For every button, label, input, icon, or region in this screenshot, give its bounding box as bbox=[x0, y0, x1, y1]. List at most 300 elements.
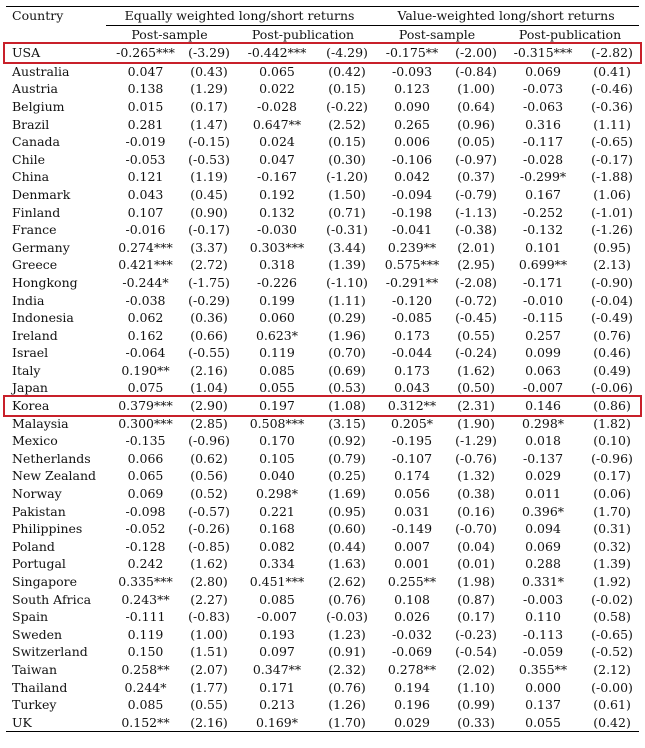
cell-tstat: (2.02) bbox=[457, 661, 495, 677]
cell-country: Japan bbox=[12, 380, 48, 396]
cell-tstat: (0.36) bbox=[190, 310, 228, 326]
cell-tstat: (1.26) bbox=[328, 697, 366, 713]
cell-tstat: (1.62) bbox=[457, 362, 495, 378]
cell-coefficient: 0.108 bbox=[394, 591, 430, 607]
cell-coefficient: 0.167 bbox=[525, 186, 561, 202]
cell-tstat: (2.95) bbox=[457, 257, 495, 273]
cell-coefficient: 0.031 bbox=[394, 503, 430, 519]
cell-coefficient: 0.334 bbox=[259, 556, 295, 572]
cell-coefficient: -0.098 bbox=[125, 503, 166, 519]
table-row bbox=[6, 256, 639, 274]
cell-coefficient: -0.010 bbox=[523, 292, 564, 308]
cell-tstat: (1.10) bbox=[457, 679, 495, 695]
cell-coefficient: 0.508*** bbox=[249, 415, 305, 431]
cell-tstat: (0.25) bbox=[328, 468, 366, 484]
table-row bbox=[6, 151, 639, 169]
cell-tstat: (0.66) bbox=[190, 327, 228, 343]
cell-tstat: (1.39) bbox=[593, 556, 631, 572]
table-row bbox=[6, 133, 639, 151]
cell-coefficient: 0.303*** bbox=[249, 239, 305, 255]
cell-tstat: (1.77) bbox=[190, 679, 228, 695]
cell-tstat: (1.11) bbox=[593, 116, 631, 132]
table-row bbox=[6, 344, 639, 362]
table-row bbox=[6, 520, 639, 538]
cell-country: Philippines bbox=[12, 521, 83, 537]
cell-tstat: (-2.82) bbox=[591, 45, 633, 61]
cell-tstat: (2.12) bbox=[593, 661, 631, 677]
cell-coefficient: 0.056 bbox=[394, 486, 430, 502]
table-row bbox=[6, 432, 639, 450]
cell-tstat: (3.37) bbox=[190, 239, 228, 255]
cell-coefficient: 0.043 bbox=[394, 380, 430, 396]
cell-coefficient: 0.132 bbox=[259, 204, 295, 220]
cell-coefficient: -0.085 bbox=[392, 310, 433, 326]
cell-coefficient: -0.299* bbox=[519, 169, 567, 185]
cell-tstat: (0.79) bbox=[328, 450, 366, 466]
cell-coefficient: 0.107 bbox=[127, 204, 164, 220]
cell-tstat: (0.76) bbox=[328, 591, 366, 607]
cell-tstat: (-1.75) bbox=[188, 274, 230, 290]
cell-tstat: (-0.65) bbox=[591, 626, 633, 642]
cell-tstat: (2.16) bbox=[190, 362, 228, 378]
cell-tstat: (0.52) bbox=[190, 486, 228, 502]
cell-coefficient: -0.016 bbox=[125, 222, 166, 238]
cell-coefficient: -0.019 bbox=[125, 134, 166, 150]
cell-tstat: (-2.08) bbox=[455, 274, 497, 290]
cell-coefficient: 0.011 bbox=[525, 486, 561, 502]
cell-tstat: (0.87) bbox=[457, 591, 495, 607]
cell-tstat: (0.95) bbox=[593, 239, 631, 255]
cell-country: Mexico bbox=[12, 433, 58, 449]
cell-tstat: (-0.24) bbox=[455, 345, 497, 361]
table-row bbox=[6, 503, 639, 521]
cell-country: Belgium bbox=[12, 98, 65, 114]
cell-coefficient: 0.196 bbox=[394, 697, 430, 713]
cell-tstat: (-0.53) bbox=[188, 151, 230, 167]
results-table bbox=[6, 6, 639, 732]
cell-tstat: (-0.06) bbox=[591, 380, 633, 396]
cell-coefficient: 0.192 bbox=[259, 186, 295, 202]
cell-tstat: (-0.55) bbox=[188, 345, 230, 361]
cell-tstat: (1.96) bbox=[328, 327, 366, 343]
table-row bbox=[6, 714, 639, 732]
cell-coefficient: -0.315*** bbox=[513, 45, 573, 61]
cell-coefficient: 0.121 bbox=[127, 169, 164, 185]
cell-tstat: (1.29) bbox=[190, 81, 228, 97]
cell-coefficient: 0.065 bbox=[127, 468, 164, 484]
cell-tstat: (1.92) bbox=[593, 574, 631, 589]
cell-tstat: (-0.70) bbox=[455, 521, 497, 537]
cell-country: Poland bbox=[12, 538, 55, 554]
cell-coefficient: 0.082 bbox=[259, 538, 295, 554]
cell-tstat: (0.05) bbox=[457, 134, 495, 150]
cell-tstat: (1.70) bbox=[593, 503, 631, 519]
cell-tstat: (1.32) bbox=[457, 468, 495, 484]
cell-tstat: (0.37) bbox=[457, 169, 495, 185]
cell-coefficient: 0.265 bbox=[394, 116, 430, 132]
cell-tstat: (-0.52) bbox=[591, 644, 633, 660]
header-country-blank bbox=[6, 25, 106, 44]
cell-coefficient: 0.239** bbox=[387, 239, 437, 255]
cell-tstat: (-0.31) bbox=[326, 222, 368, 238]
cell-tstat: (0.90) bbox=[190, 204, 228, 220]
cell-tstat: (2.32) bbox=[328, 661, 366, 677]
cell-coefficient: -0.120 bbox=[392, 292, 433, 308]
cell-tstat: (-0.04) bbox=[591, 292, 633, 308]
cell-tstat: (0.38) bbox=[457, 486, 495, 502]
header-value-weighted: Value-weighted long/short returns bbox=[373, 7, 639, 26]
cell-coefficient: 0.055 bbox=[525, 714, 561, 730]
cell-coefficient: 0.119 bbox=[259, 345, 295, 361]
cell-country: Finland bbox=[12, 204, 61, 220]
cell-coefficient: 0.298* bbox=[522, 415, 565, 431]
cell-country: UK bbox=[12, 714, 32, 730]
cell-coefficient: 0.190** bbox=[121, 362, 170, 378]
cell-tstat: (1.11) bbox=[328, 292, 366, 308]
cell-coefficient: -0.030 bbox=[256, 222, 297, 238]
cell-coefficient: 0.063 bbox=[525, 362, 561, 378]
cell-coefficient: 0.242 bbox=[127, 556, 164, 572]
cell-coefficient: -0.007 bbox=[256, 609, 297, 625]
cell-coefficient: 0.137 bbox=[525, 697, 561, 713]
table-row bbox=[6, 467, 639, 485]
cell-coefficient: 0.105 bbox=[259, 450, 295, 466]
cell-tstat: (1.82) bbox=[593, 415, 631, 431]
table-row bbox=[6, 116, 639, 134]
cell-coefficient: 0.162 bbox=[127, 327, 164, 343]
cell-coefficient: -0.291** bbox=[385, 274, 439, 290]
cell-tstat: (0.33) bbox=[457, 714, 495, 730]
cell-tstat: (-0.29) bbox=[188, 292, 230, 308]
table-row bbox=[6, 608, 639, 626]
cell-country: USA bbox=[12, 45, 41, 61]
table-row bbox=[6, 362, 639, 380]
cell-coefficient: 0.000 bbox=[525, 679, 561, 695]
cell-coefficient: 0.278** bbox=[387, 661, 437, 677]
table-row bbox=[6, 44, 639, 63]
cell-coefficient: 0.110 bbox=[525, 609, 561, 625]
cell-tstat: (0.16) bbox=[457, 503, 495, 519]
cell-coefficient: -0.044 bbox=[392, 345, 433, 361]
cell-coefficient: 0.174 bbox=[394, 468, 430, 484]
cell-tstat: (-0.84) bbox=[455, 63, 497, 79]
cell-tstat: (2.27) bbox=[190, 591, 228, 607]
cell-coefficient: 0.119 bbox=[127, 626, 164, 642]
cell-coefficient: 0.221 bbox=[259, 503, 295, 519]
cell-tstat: (-0.90) bbox=[591, 274, 633, 290]
cell-country: Korea bbox=[12, 398, 50, 414]
cell-coefficient: 0.018 bbox=[525, 433, 561, 449]
cell-coefficient: -0.094 bbox=[392, 186, 433, 202]
cell-country: New Zealand bbox=[12, 468, 97, 484]
cell-coefficient: -0.106 bbox=[392, 151, 433, 167]
cell-tstat: (-0.72) bbox=[455, 292, 497, 308]
cell-coefficient: 0.347** bbox=[252, 661, 302, 677]
cell-tstat: (1.06) bbox=[593, 186, 631, 202]
cell-tstat: (-0.85) bbox=[188, 538, 230, 554]
cell-coefficient: -0.115 bbox=[523, 310, 564, 326]
cell-coefficient: 0.257 bbox=[525, 327, 561, 343]
cell-country: Italy bbox=[12, 362, 41, 378]
cell-tstat: (0.55) bbox=[190, 697, 228, 713]
header-vw-post-publication: Post-publication bbox=[518, 26, 622, 42]
cell-tstat: (0.96) bbox=[457, 116, 495, 132]
cell-coefficient: 0.026 bbox=[394, 609, 430, 625]
cell-tstat: (0.62) bbox=[190, 450, 228, 466]
cell-coefficient: -0.167 bbox=[256, 169, 297, 185]
cell-tstat: (-0.26) bbox=[188, 521, 230, 537]
cell-coefficient: 0.168 bbox=[259, 521, 295, 537]
cell-coefficient: 0.169* bbox=[255, 714, 299, 730]
cell-tstat: (3.15) bbox=[328, 415, 366, 431]
cell-tstat: (0.49) bbox=[593, 362, 631, 378]
cell-country: Taiwan bbox=[12, 661, 58, 677]
cell-tstat: (0.01) bbox=[457, 556, 495, 572]
cell-country: South Africa bbox=[12, 591, 92, 607]
table-row bbox=[6, 679, 639, 697]
cell-tstat: (1.47) bbox=[190, 116, 228, 132]
cell-coefficient: 0.173 bbox=[394, 327, 430, 343]
cell-coefficient: 0.213 bbox=[259, 697, 295, 713]
cell-tstat: (0.76) bbox=[593, 327, 631, 343]
table-row bbox=[6, 661, 639, 679]
cell-tstat: (0.53) bbox=[328, 380, 366, 396]
cell-coefficient: 0.173 bbox=[394, 362, 430, 378]
cell-tstat: (-0.83) bbox=[188, 609, 230, 625]
cell-tstat: (2.90) bbox=[190, 398, 228, 414]
cell-tstat: (1.51) bbox=[190, 644, 228, 660]
table-row bbox=[6, 186, 639, 204]
cell-coefficient: 0.255** bbox=[387, 574, 437, 589]
cell-coefficient: 0.001 bbox=[394, 556, 430, 572]
cell-tstat: (2.13) bbox=[593, 257, 631, 273]
cell-coefficient: -0.003 bbox=[523, 591, 564, 607]
cell-country: Denmark bbox=[12, 186, 71, 202]
header-ew-post-sample: Post-sample bbox=[131, 26, 208, 42]
cell-coefficient: 0.197 bbox=[259, 398, 295, 414]
cell-coefficient: 0.193 bbox=[259, 626, 295, 642]
cell-coefficient: 0.170 bbox=[259, 433, 295, 449]
cell-tstat: (-0.45) bbox=[455, 310, 497, 326]
cell-coefficient: 0.047 bbox=[259, 151, 295, 167]
cell-coefficient: 0.575*** bbox=[384, 257, 440, 273]
header-ew-post-publication: Post-publication bbox=[251, 26, 355, 42]
cell-tstat: (0.61) bbox=[593, 697, 631, 713]
cell-coefficient: -0.113 bbox=[523, 626, 564, 642]
cell-coefficient: 0.040 bbox=[259, 468, 295, 484]
cell-country: China bbox=[12, 169, 50, 185]
cell-country: Portugal bbox=[12, 556, 66, 572]
cell-tstat: (0.60) bbox=[328, 521, 366, 537]
table-row bbox=[6, 555, 639, 573]
cell-coefficient: 0.316 bbox=[525, 116, 561, 132]
cell-coefficient: 0.069 bbox=[127, 486, 164, 502]
cell-coefficient: 0.099 bbox=[525, 345, 561, 361]
table-row bbox=[6, 327, 639, 345]
cell-coefficient: 0.281 bbox=[127, 116, 164, 132]
cell-tstat: (-0.23) bbox=[455, 626, 497, 642]
cell-coefficient: 0.123 bbox=[394, 81, 430, 97]
cell-country: Australia bbox=[12, 63, 70, 79]
cell-tstat: (-0.96) bbox=[188, 433, 230, 449]
cell-country: Germany bbox=[12, 239, 70, 255]
cell-coefficient: 0.007 bbox=[394, 538, 430, 554]
cell-coefficient: 0.699** bbox=[518, 257, 568, 273]
cell-coefficient: -0.171 bbox=[523, 274, 564, 290]
cell-tstat: (0.17) bbox=[593, 468, 631, 484]
cell-tstat: (0.95) bbox=[328, 503, 366, 519]
cell-tstat: (1.70) bbox=[328, 714, 366, 730]
cell-tstat: (-0.57) bbox=[188, 503, 230, 519]
cell-tstat: (0.31) bbox=[593, 521, 631, 537]
cell-tstat: (-0.36) bbox=[591, 98, 633, 114]
cell-coefficient: 0.152** bbox=[121, 714, 170, 730]
cell-country: Malaysia bbox=[12, 415, 69, 431]
cell-tstat: (1.19) bbox=[190, 169, 228, 185]
cell-coefficient: 0.258** bbox=[121, 661, 170, 677]
cell-coefficient: -0.175** bbox=[385, 45, 439, 61]
cell-coefficient: 0.396* bbox=[522, 503, 565, 519]
cell-tstat: (1.90) bbox=[457, 415, 495, 431]
cell-coefficient: -0.252 bbox=[523, 204, 564, 220]
cell-tstat: (0.50) bbox=[457, 380, 495, 396]
cell-coefficient: -0.442*** bbox=[247, 45, 307, 61]
cell-tstat: (0.04) bbox=[457, 538, 495, 554]
cell-coefficient: 0.066 bbox=[127, 450, 164, 466]
cell-coefficient: 0.042 bbox=[394, 169, 430, 185]
cell-country: Norway bbox=[12, 486, 62, 502]
cell-country: Pakistan bbox=[12, 503, 66, 519]
table-row bbox=[6, 643, 639, 661]
cell-coefficient: -0.038 bbox=[125, 292, 166, 308]
table-row bbox=[6, 379, 639, 397]
cell-tstat: (2.80) bbox=[190, 574, 228, 589]
cell-coefficient: 0.243** bbox=[121, 591, 170, 607]
cell-tstat: (-1.20) bbox=[326, 169, 368, 185]
cell-tstat: (-1.01) bbox=[591, 204, 633, 220]
cell-coefficient: -0.064 bbox=[125, 345, 166, 361]
cell-coefficient: -0.265*** bbox=[116, 45, 175, 61]
table-row bbox=[6, 626, 639, 644]
cell-coefficient: -0.226 bbox=[256, 274, 297, 290]
cell-coefficient: 0.171 bbox=[259, 679, 295, 695]
cell-tstat: (1.00) bbox=[190, 626, 228, 642]
cell-country: France bbox=[12, 222, 57, 238]
cell-coefficient: 0.379*** bbox=[118, 398, 173, 414]
cell-coefficient: -0.135 bbox=[125, 433, 166, 449]
cell-coefficient: 0.451*** bbox=[249, 574, 305, 589]
cell-coefficient: 0.101 bbox=[525, 239, 561, 255]
cell-coefficient: 0.015 bbox=[127, 98, 164, 114]
cell-coefficient: 0.047 bbox=[127, 63, 164, 79]
cell-tstat: (0.10) bbox=[593, 433, 631, 449]
cell-tstat: (-0.02) bbox=[591, 591, 633, 607]
cell-tstat: (-0.97) bbox=[455, 151, 497, 167]
cell-coefficient: -0.059 bbox=[523, 644, 564, 660]
cell-tstat: (0.99) bbox=[457, 697, 495, 713]
cell-coefficient: 0.205* bbox=[391, 415, 434, 431]
table-row bbox=[6, 696, 639, 714]
cell-coefficient: -0.111 bbox=[125, 609, 166, 625]
cell-tstat: (0.17) bbox=[190, 98, 228, 114]
cell-country: Turkey bbox=[12, 697, 57, 713]
cell-coefficient: -0.063 bbox=[523, 98, 564, 114]
cell-tstat: (-0.38) bbox=[455, 222, 497, 238]
cell-tstat: (0.42) bbox=[328, 63, 366, 79]
table-row bbox=[6, 591, 639, 609]
cell-tstat: (0.42) bbox=[593, 714, 631, 730]
cell-coefficient: -0.093 bbox=[392, 63, 433, 79]
cell-coefficient: -0.132 bbox=[523, 222, 564, 238]
cell-tstat: (0.91) bbox=[328, 644, 366, 660]
cell-tstat: (-1.29) bbox=[455, 433, 497, 449]
cell-tstat: (-0.49) bbox=[591, 310, 633, 326]
cell-coefficient: 0.331* bbox=[522, 574, 565, 589]
cell-tstat: (1.98) bbox=[457, 574, 495, 589]
header-equal-weighted: Equally weighted long/short returns bbox=[106, 7, 373, 26]
cell-tstat: (0.58) bbox=[593, 609, 631, 625]
cell-coefficient: 0.318 bbox=[259, 257, 295, 273]
cell-coefficient: 0.097 bbox=[259, 644, 295, 660]
table-row bbox=[6, 573, 639, 591]
cell-coefficient: 0.298* bbox=[255, 486, 299, 502]
cell-tstat: (0.41) bbox=[593, 63, 631, 79]
cell-coefficient: -0.149 bbox=[392, 521, 433, 537]
cell-tstat: (-0.22) bbox=[326, 98, 368, 114]
cell-tstat: (0.44) bbox=[328, 538, 366, 554]
cell-country: Thailand bbox=[12, 679, 68, 695]
cell-coefficient: -0.041 bbox=[392, 222, 433, 238]
cell-tstat: (0.56) bbox=[190, 468, 228, 484]
cell-tstat: (0.30) bbox=[328, 151, 366, 167]
cell-tstat: (-0.54) bbox=[455, 644, 497, 660]
cell-country: Greece bbox=[12, 257, 58, 273]
cell-country: Switzerland bbox=[12, 644, 88, 660]
cell-tstat: (-0.79) bbox=[455, 186, 497, 202]
cell-coefficient: 0.300*** bbox=[118, 415, 173, 431]
cell-tstat: (2.72) bbox=[190, 257, 228, 273]
cell-coefficient: 0.062 bbox=[127, 310, 164, 326]
cell-tstat: (0.71) bbox=[328, 204, 366, 220]
cell-tstat: (-0.00) bbox=[591, 679, 633, 695]
table-row bbox=[6, 221, 639, 239]
cell-tstat: (3.44) bbox=[328, 239, 366, 255]
table-row bbox=[6, 168, 639, 186]
cell-tstat: (-0.65) bbox=[591, 134, 633, 150]
cell-tstat: (0.46) bbox=[593, 345, 631, 361]
cell-tstat: (1.50) bbox=[328, 186, 366, 202]
cell-country: Ireland bbox=[12, 327, 58, 343]
cell-tstat: (1.39) bbox=[328, 257, 366, 273]
cell-country: Indonesia bbox=[12, 310, 74, 326]
cell-coefficient: 0.355** bbox=[518, 661, 568, 677]
table-row bbox=[6, 80, 639, 98]
table-row bbox=[6, 98, 639, 116]
cell-coefficient: -0.052 bbox=[125, 521, 166, 537]
cell-coefficient: 0.029 bbox=[394, 714, 430, 730]
cell-tstat: (0.15) bbox=[328, 134, 366, 150]
cell-tstat: (0.45) bbox=[190, 186, 228, 202]
cell-coefficient: -0.107 bbox=[392, 450, 433, 466]
cell-coefficient: 0.335*** bbox=[118, 574, 173, 589]
cell-tstat: (2.52) bbox=[328, 116, 366, 132]
cell-coefficient: -0.028 bbox=[523, 151, 564, 167]
cell-tstat: (-0.17) bbox=[188, 222, 230, 238]
table-row bbox=[6, 415, 639, 433]
cell-tstat: (0.29) bbox=[328, 310, 366, 326]
cell-tstat: (1.23) bbox=[328, 626, 366, 642]
cell-coefficient: 0.623* bbox=[255, 327, 299, 343]
